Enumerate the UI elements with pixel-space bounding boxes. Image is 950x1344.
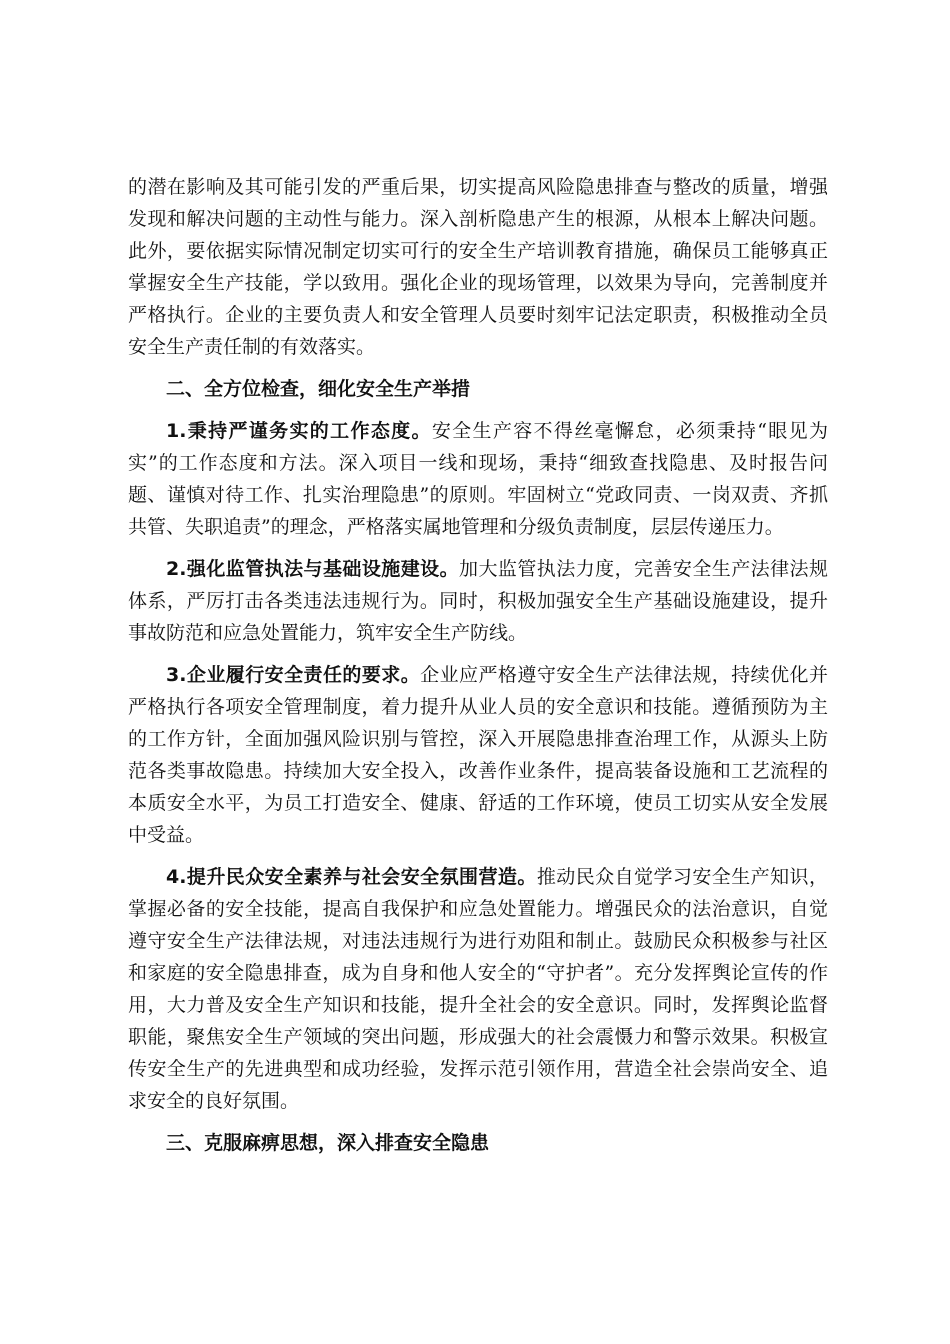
section-heading-2: 二、全方位检查，细化安全生产举措 [166,378,471,400]
item-body: 企业应严格遵守安全生产法律法规，持续优化并严格执行各项安全管理制度，着力提升从业人员的安全意识和技能。遵循预防为主的工作方针，全面加强风险识别与管控，深入开展隐患排查治理工作，从源头上防范各类事故隐患。持续加大安全投入，改善作业条件，提高装备设施和工艺流程的本质安全水平，为员工打造安全、健康、舒适的工作环境，使员工切实从安全发展中受益。 [128,664,828,846]
item-lead: 4.提升民众安全素养与社会安全氛围营造。 [166,866,537,888]
intro-paragraph: 的潜在影响及其可能引发的严重后果，切实提高风险隐患排查与整改的质量，增强发现和解决问题的主动性与能力。深入剖析隐患产生的根源，从根本上解决问题。此外，要依据实际情况制定切实可行的安全生产培训教育措施，确保员工能够真正掌握安全生产技能，学以致用。强化企业的现场管理，以效果为导向，完善制度并严格执行。企业的主要负责人和安全管理人员要时刻牢记法定职责，积极推动全员安全生产责任制的有效落实。 [128,176,828,358]
item-body: 推动民众自觉学习安全生产知识，掌握必备的安全技能，提高自我保护和应急处置能力。增强民众的法治意识，自觉遵守安全生产法律法规，对违法违规行为进行劝阻和制止。鼓励民众积极参与社区和家庭的安全隐患排查，成为自身和他人安全的“守护者”。充分发挥舆论宣传的作用，大力普及安全生产知识和技能，提升全社会的安全意识。同时，发挥舆论监督职能，聚焦安全生产领域的突出问题，形成强大的社会震慑力和警示效果。积极宣传安全生产的先进典型和成功经验，发挥示范引领作用，营造全社会崇尚安全、追求安全的良好氛围。 [128,866,828,1112]
item-body: 加大监管执法力度，完善安全生产法律法规体系，严厉打击各类违法违规行为。同时，积极加强安全生产基础设施建设，提升事故防范和应急处置能力，筑牢安全生产防线。 [128,558,828,644]
document-page [128,171,828,1169]
item-lead: 2.强化监管执法与基础设施建设。 [166,558,460,580]
list-item [128,553,828,649]
item-lead: 3.企业履行安全责任的要求。 [166,664,421,686]
list-item [128,415,828,543]
item-body: 安全生产容不得丝毫懈怠，必须秉持“眼见为实”的工作态度和方法。深入项目一线和现场，秉持“细致查找隐患、及时报告问题、谨慎对待工作、扎实治理隐患”的原则。牢固树立“党政同责、一岗双责、齐抓共管、失职追责”的理念，严格落实属地管理和分级负责制度，层层传递压力。 [128,420,828,538]
section-heading-3: 三、克服麻痹思想，深入排查安全隐患 [166,1132,490,1154]
list-item [128,861,828,1117]
item-lead: 1.秉持严谨务实的工作态度。 [166,420,432,442]
list-item [128,659,828,851]
